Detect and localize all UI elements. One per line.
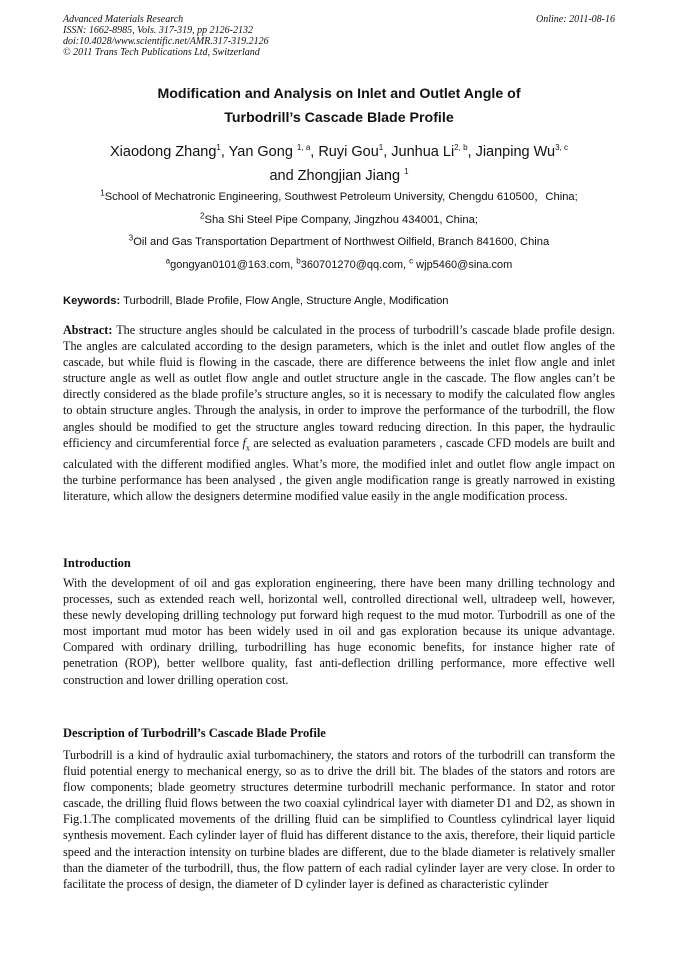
author-name: , Ruyi Gou (310, 144, 379, 160)
email: gongyan0101@163.com, (170, 259, 297, 271)
author-name: , Junhua Li (383, 144, 455, 160)
title-line-2: Turbodrill’s Cascade Blade Profile (224, 110, 454, 126)
email: 360701270@qq.com, (300, 259, 410, 271)
affiliation-sup: 2 (200, 211, 205, 221)
affiliation-sup: 3 (128, 233, 134, 243)
introduction-heading: Introduction (63, 556, 131, 570)
online-date: Online: 2011-08-16 (536, 14, 615, 25)
force-symbol-sub: x (245, 443, 250, 453)
author-name: and Zhongjian Jiang (269, 168, 405, 184)
abstract-label: Abstract: (63, 323, 113, 337)
author-list (40, 140, 638, 188)
affiliation-text: Sha Shi Steel Pipe Company, Jingzhou 434001, China; (204, 214, 478, 226)
affiliation-text: School of Mechatronic Engineering, Southwest Petroleum University, Chengdu 610500，China; (104, 191, 578, 203)
author-sup: 1, a (296, 143, 311, 153)
affiliation-1 (40, 190, 638, 204)
author-sup: 1 (216, 143, 221, 153)
affiliation-3 (40, 235, 638, 249)
affiliation-2 (40, 213, 638, 227)
author-line-1 (40, 140, 638, 164)
journal-name: Advanced Materials Research (63, 14, 184, 25)
issn: ISSN: 1662-8985, Vols. 317-319, pp 2126-2132 (63, 25, 253, 36)
affiliation-sup: 1 (100, 188, 105, 198)
author-sup: 2, b (454, 143, 468, 153)
email-sup: a (165, 256, 171, 266)
author-sup: 3, c (555, 143, 569, 153)
introduction-text: With the development of oil and gas exploration engineering, there have been many drilling technology and processes, such as extended reach well, horizontal well, controlled directional well, ultradeep well, however, these newly developing drilling technology put forward high request to the mud motor. Turbodrill as one of the most important mud motor has been widely used in oil and gas exploration because its unique advantage. Compared with ordinary drilling, turbodrilling has huge economic benefits, for instance higher rate of penetration (ROP), better wellbore quality, fast anti-deflection drilling performance, more effective well construction and lower drilling operation cost. (63, 576, 615, 687)
email-sup: b (296, 256, 301, 266)
author-line-2 (40, 164, 638, 188)
journal-header (63, 14, 615, 58)
title-line-1: Modification and Analysis on Inlet and Outlet Angle of (157, 86, 521, 102)
force-symbol (242, 435, 250, 453)
doi: doi:10.4028/www.scientific.net/AMR.317-319.2126 (63, 36, 269, 47)
author-sup: 1 (404, 167, 409, 177)
force-symbol-f: f (242, 435, 246, 450)
keywords-label: Keywords: (63, 295, 121, 307)
email: wjp5460@sina.com (413, 259, 513, 271)
author-name: , Yan Gong (220, 144, 297, 160)
paper-title (40, 82, 638, 130)
keywords-text: Turbodrill, Blade Profile, Flow Angle, Structure Angle, Modification (120, 295, 449, 307)
author-sup: 1 (378, 143, 384, 153)
abstract-text-1: The structure angles should be calculated in the process of turbodrill’s cascade blade profile design. The angles are calculated according to the design parameters, which is the inlet and outlet flow angles of the cascade, but while fluid is flowing in the cascade, there are difference betweens the inlet flow angle and inlet structure angle as well as outlet flow angle and outlet structure angle in the cascade. The flow angles can’t be directly considered as the blade profile’s structure angles, so it is necessary to modify the calculated flow angles to obtain structure angles. Through the analysis, in order to improve the performance of the turbodrill, the flow angles should be modified to get the structure angles toward reducing direction. In this paper, the hydraulic efficiency and circumferential force (63, 323, 615, 450)
abstract-text-2: are selected as evaluation parameters , cascade CFD models are built and calculated with the different modified angles. What’s more, the modified inlet and outlet flow angle impact on the turbine performance has been analysed , the given angle modification range is greatly narrowed in existing literature, which allow the designers determine modified value easily in the angle modification process. (63, 435, 615, 504)
author-emails (40, 258, 638, 272)
abstract (63, 322, 615, 504)
email-sup: c (409, 256, 414, 266)
copyright: © 2011 Trans Tech Publications Ltd, Switzerland (63, 47, 260, 58)
author-name: , Jianping Wu (467, 144, 556, 160)
author-name: Xiaodong Zhang (109, 144, 217, 160)
keywords (63, 294, 623, 308)
description-text: Turbodrill is a kind of hydraulic axial turbomachinery, the stators and rotors of the turbodrill can transform the fluid potential energy to mechanical energy, so as to drive the drill bit. The blades of the stators and rotors are flow components; blade geometry structures determine turbodrill mechanic performance. In stator and rotor cascade, the drilling fluid flows between the two coaxial cylindrical layer with diameter D1 and D2, as shown in Fig.1.The complicated movements of the drilling fluid can be simplified to Countless cylindrical layer liquid synthesis movement. Each cylinder layer of fluid has different distance to the axis, therefore, their liquid particle speed and the interaction intensity on turbine blades are different, due to the blade diameter is relatively smaller than the diameter of the turbodrill, thus, the flow pattern of each radial cylinder layer are very close. In order to facilitate the process of design, the diameter of D cylinder layer is defined as characteristic cylinder (63, 748, 615, 891)
description-heading: Description of Turbodrill’s Cascade Blade Profile (63, 726, 326, 740)
affiliation-text: Oil and Gas Transportation Department of Northwest Oilfield, Branch 841600, China (133, 236, 550, 248)
